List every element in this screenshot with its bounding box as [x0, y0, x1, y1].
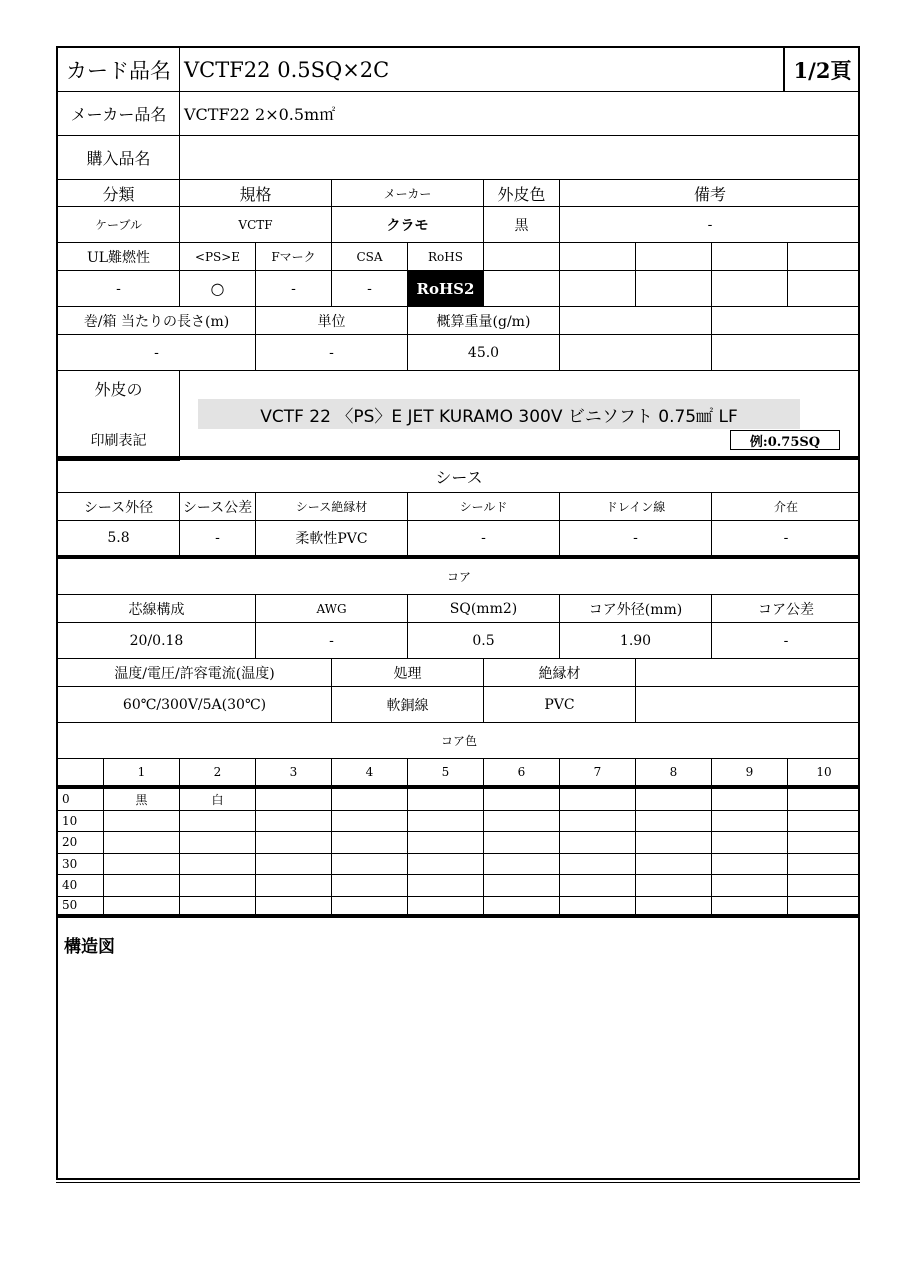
core-color-cell: [560, 854, 636, 876]
core-color-cell: [256, 832, 332, 854]
cert-header-fmark: Fマーク: [256, 243, 332, 271]
core-color-cell: [484, 897, 560, 919]
core-color-cell: [712, 789, 788, 811]
core-header-od: コア外径(mm): [560, 595, 712, 623]
core-color-cell: [636, 897, 712, 919]
outer-print-label-bottom: 印刷表記: [90, 433, 147, 449]
core-color-cell: [408, 897, 484, 919]
length-header-blank: [560, 307, 712, 335]
core-color-cell: [256, 897, 332, 919]
core-color-column-header: 4: [332, 759, 408, 789]
core-color-cell: [788, 811, 860, 833]
sheath-header-od: シース外径: [58, 493, 180, 521]
maker-name-value: VCTF22 2×0.5m㎡: [180, 92, 860, 136]
cert-header-blank: [484, 243, 560, 271]
core-color-cell: [484, 854, 560, 876]
cert-value-blank: [636, 271, 712, 307]
cert-value-blank: [484, 271, 560, 307]
core-color-cell: [788, 897, 860, 919]
class-header-remarks: 備考: [560, 180, 860, 207]
cert-value-blank: [712, 271, 788, 307]
rohs-badge: RoHS2: [408, 271, 484, 307]
sheath-header-shield: シールド: [408, 493, 560, 521]
purchase-name-label: 購入品名: [58, 136, 180, 180]
sheath-value-shield: -: [408, 521, 560, 559]
cert-header-blank: [712, 243, 788, 271]
core-color-title: コア色: [58, 723, 860, 759]
cert-value-csa: -: [332, 271, 408, 307]
core-color-cell: [104, 811, 180, 833]
core-color-cell: [636, 832, 712, 854]
sheath-header-insulation: シース絶縁材: [256, 493, 408, 521]
core-color-cell: 白: [180, 789, 256, 811]
unit-value: -: [256, 335, 408, 371]
sheath-header-filler: 介在: [712, 493, 860, 521]
sheath-value-drain: -: [560, 521, 712, 559]
core-color-cell: [636, 854, 712, 876]
core-color-cell: [560, 875, 636, 897]
core-color-column-header: 7: [560, 759, 636, 789]
class-header-category: 分類: [58, 180, 180, 207]
class-value-color: 黒: [484, 207, 560, 243]
length-value: -: [58, 335, 256, 371]
core-color-cell: [104, 854, 180, 876]
core-color-column-header: 5: [408, 759, 484, 789]
unit-header: 単位: [256, 307, 408, 335]
core-value-strand: 20/0.18: [58, 623, 256, 659]
core-color-cell: [180, 811, 256, 833]
core-color-cell: [104, 875, 180, 897]
core-header-sq: SQ(mm2): [408, 595, 560, 623]
core-color-cell: 黒: [104, 789, 180, 811]
core-color-cell: [788, 875, 860, 897]
core-color-corner: [58, 759, 104, 789]
core-color-cell: [180, 832, 256, 854]
core-color-column-header: 8: [636, 759, 712, 789]
core-color-cell: [560, 897, 636, 919]
core-value-insulation: PVC: [484, 687, 636, 723]
core-color-cell: [256, 875, 332, 897]
class-header-color: 外皮色: [484, 180, 560, 207]
outer-print-label-top: 外皮の: [94, 380, 143, 399]
core-color-cell: [332, 875, 408, 897]
core-color-cell: [332, 811, 408, 833]
core-header-awg: AWG: [256, 595, 408, 623]
core-color-cell: [788, 854, 860, 876]
core-color-cell: [180, 897, 256, 919]
core-color-cell: [484, 875, 560, 897]
spec-sheet: [56, 46, 860, 1180]
core-color-cell: [408, 789, 484, 811]
length-value-blank: [712, 335, 860, 371]
core-value-treatment: 軟銅線: [332, 687, 484, 723]
cert-header-ul: UL難燃性: [58, 243, 180, 271]
length-header-blank: [712, 307, 860, 335]
cert-value-blank: [560, 271, 636, 307]
weight-value: 45.0: [408, 335, 560, 371]
outer-print-text: VCTF 22 〈PS〉E JET KURAMO 300V ビニソフト 0.75㎟ LF: [198, 399, 800, 429]
core-color-cell: [104, 832, 180, 854]
core-color-cell: [408, 875, 484, 897]
core-color-column-header: 10: [788, 759, 860, 789]
cert-header-blank: [788, 243, 860, 271]
core-color-row-label: 0: [58, 789, 104, 811]
core-header-tolerance: コア公差: [712, 595, 860, 623]
core-header-strand: 芯線構成: [58, 595, 256, 623]
cert-header-blank: [560, 243, 636, 271]
core-color-cell: [636, 811, 712, 833]
core-color-cell: [712, 854, 788, 876]
core-color-column-header: 1: [104, 759, 180, 789]
core-color-cell: [332, 832, 408, 854]
core-color-cell: [180, 875, 256, 897]
maker-name-label: メーカー品名: [58, 92, 180, 136]
sheath-value-od: 5.8: [58, 521, 180, 559]
core-color-cell: [484, 832, 560, 854]
core-color-cell: [560, 789, 636, 811]
cert-value-pse: ○: [180, 271, 256, 307]
core-color-cell: [256, 811, 332, 833]
weight-header: 概算重量(g/m): [408, 307, 560, 335]
core-color-cell: [408, 832, 484, 854]
class-header-maker: メーカー: [332, 180, 484, 207]
class-header-standard: 規格: [180, 180, 332, 207]
core-color-row-label: 10: [58, 811, 104, 833]
core-color-cell: [788, 832, 860, 854]
sheath-header-drain: ドレイン線: [560, 493, 712, 521]
purchase-name-value: [180, 136, 860, 180]
card-name-label: カード品名: [58, 48, 180, 92]
core-color-cell: [332, 854, 408, 876]
sheath-header-tolerance: シース公差: [180, 493, 256, 521]
core-color-cell: [332, 789, 408, 811]
outer-print-example: 例:0.75SQ: [730, 430, 840, 450]
outer-print-label: [58, 371, 180, 457]
core-color-row-label: 30: [58, 854, 104, 876]
core-title: コア: [58, 559, 860, 595]
core-color-cell: [560, 832, 636, 854]
core-color-cell: [484, 789, 560, 811]
core-header-treatment: 処理: [332, 659, 484, 687]
core-color-cell: [712, 897, 788, 919]
core-value-od: 1.90: [560, 623, 712, 659]
core-color-cell: [332, 897, 408, 919]
core-color-column-header: 3: [256, 759, 332, 789]
core-value-blank: [636, 687, 860, 723]
core-color-column-header: 9: [712, 759, 788, 789]
sheath-value-tolerance: -: [180, 521, 256, 559]
core-color-cell: [180, 854, 256, 876]
cert-value-ul: -: [58, 271, 180, 307]
length-value-blank: [560, 335, 712, 371]
core-color-column-header: 2: [180, 759, 256, 789]
core-color-cell: [256, 854, 332, 876]
core-color-row-label: 40: [58, 875, 104, 897]
core-value-tolerance: -: [712, 623, 860, 659]
cert-header-rohs: RoHS: [408, 243, 484, 271]
core-color-row-label: 20: [58, 832, 104, 854]
cert-header-blank: [636, 243, 712, 271]
core-color-cell: [712, 832, 788, 854]
core-color-cell: [788, 789, 860, 811]
structure-diagram-label: 構造図: [64, 937, 115, 957]
page-number: 1/2頁: [784, 48, 860, 92]
core-color-cell: [560, 811, 636, 833]
core-color-cell: [712, 875, 788, 897]
core-color-cell: [636, 875, 712, 897]
class-value-maker: クラモ: [332, 207, 484, 243]
core-color-row-label: 50: [58, 897, 104, 919]
class-value-standard: VCTF: [180, 207, 332, 243]
core-header-insulation: 絶縁材: [484, 659, 636, 687]
core-color-cell: [636, 789, 712, 811]
length-header: 巻/箱 当たりの長さ(m): [58, 307, 256, 335]
core-value-awg: -: [256, 623, 408, 659]
core-color-column-header: 6: [484, 759, 560, 789]
cert-header-csa: CSA: [332, 243, 408, 271]
core-value-rating: 60℃/300V/5A(30℃): [58, 687, 332, 723]
sheath-title: シース: [58, 460, 860, 493]
core-color-cell: [408, 811, 484, 833]
sheath-value-filler: -: [712, 521, 860, 559]
sheath-value-insulation: 柔軟性PVC: [256, 521, 408, 559]
cert-header-pse: <PS>E: [180, 243, 256, 271]
core-color-cell: [256, 789, 332, 811]
core-header-rating: 温度/電圧/許容電流(温度): [58, 659, 332, 687]
card-name-value: VCTF22 0.5SQ×2C: [180, 48, 784, 92]
cert-value-fmark: -: [256, 271, 332, 307]
core-header-blank: [636, 659, 860, 687]
core-color-cell: [712, 811, 788, 833]
core-value-sq: 0.5: [408, 623, 560, 659]
core-color-cell: [484, 811, 560, 833]
core-color-cell: [104, 897, 180, 919]
core-color-cell: [408, 854, 484, 876]
cert-value-blank: [788, 271, 860, 307]
class-value-remarks: -: [560, 207, 860, 243]
class-value-category: ケーブル: [58, 207, 180, 243]
